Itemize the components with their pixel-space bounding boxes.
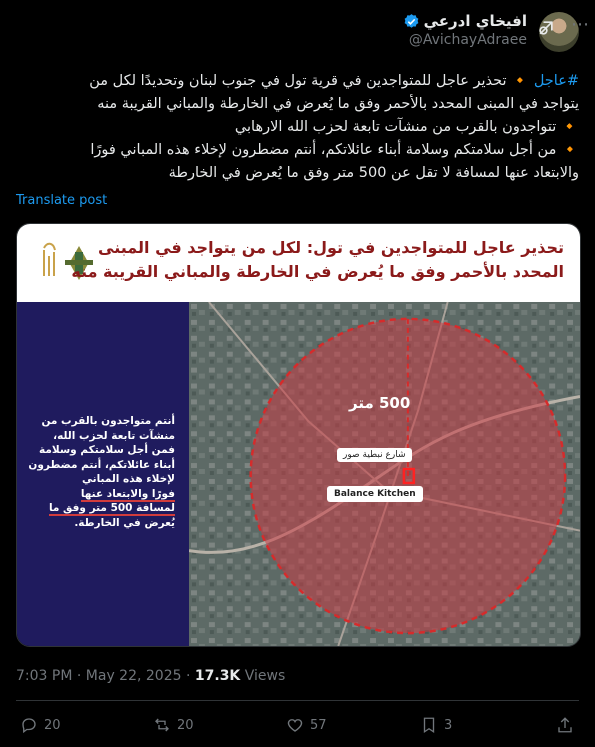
views-count: 17.3K — [194, 668, 241, 684]
post-line: يتواجد في المبنى المحدد بالأحمر وفق ما يُعرض في الخارطة والمباني القريبة منه — [97, 96, 579, 112]
divider — [16, 700, 579, 701]
post-line: #عاجل 🔸 تحذير عاجل للمتواجدين في قرية تول في جنوب لبنان وتحديدًا لكل من — [89, 73, 579, 89]
action-bar — [16, 716, 579, 738]
bookmark-button[interactable]: 3 — [420, 716, 452, 734]
share-icon — [556, 716, 574, 734]
like-button[interactable]: 57 — [286, 716, 327, 734]
post-image[interactable] — [16, 223, 581, 647]
radius-label: 500 متر — [349, 394, 411, 412]
heart-icon — [286, 716, 304, 734]
share-button[interactable] — [556, 716, 574, 734]
post-text — [16, 70, 579, 185]
author-block[interactable] — [403, 12, 527, 48]
more-options-icon[interactable]: ⋯ — [571, 14, 590, 35]
hashtag-link[interactable]: #عاجل — [533, 73, 579, 89]
repost-icon — [153, 716, 171, 734]
post-line: والابتعاد عنها لمسافة لا تقل عن 500 متر وفق ما يُعرض في الخارطة — [168, 165, 579, 181]
media-title: تحذير عاجل للمتواجدين في تول: لكل من يتواجد في المبنى المحدد بالأحمر وفق ما يُعرض في الخارطة والمباني القريبة منه — [71, 238, 564, 281]
post-timestamp[interactable]: 7:03 PM · May 22, 2025 · 17.3K Views — [16, 668, 286, 684]
media-side-text: أنتم متواجدون بالقرب من منشآت تابعة لحزب الله، فمن أجل سلامتكم وسلامة أبناء عائلاتكم، أنتم مضطرون لإخلاء هذه المباني فورًا والابتعاد عنها لمسافة 500 متر وفق ما يُعرض في الخارطة. — [28, 415, 175, 529]
reply-icon — [20, 716, 38, 734]
reply-button[interactable]: 20 — [20, 716, 61, 734]
bookmark-icon — [420, 716, 438, 734]
post-header — [16, 12, 590, 60]
grok-icon[interactable] — [536, 18, 556, 38]
verified-badge-icon — [403, 13, 420, 30]
author-display-name[interactable]: افيخاي ادرعي — [423, 12, 527, 30]
street-label: شارع نبطية صور — [337, 448, 412, 462]
translate-post-link[interactable]: Translate post — [16, 193, 108, 208]
repost-button[interactable]: 20 — [153, 716, 194, 734]
post-line: 🔸 تتواجدون بالقرب من منشآت تابعة لحزب الله الارهابي — [234, 119, 579, 135]
post-line: 🔸 من أجل سلامتكم وسلامة أبناء عائلاتكم، أنتم مضطرون لإخلاء هذه المباني فورًا — [90, 142, 579, 158]
evacuation-map — [189, 302, 580, 646]
author-handle[interactable]: @AvichayAdraee — [408, 32, 527, 48]
media-side-panel — [17, 302, 189, 646]
media-header — [17, 224, 580, 302]
place-label: Balance Kitchen — [327, 486, 423, 502]
